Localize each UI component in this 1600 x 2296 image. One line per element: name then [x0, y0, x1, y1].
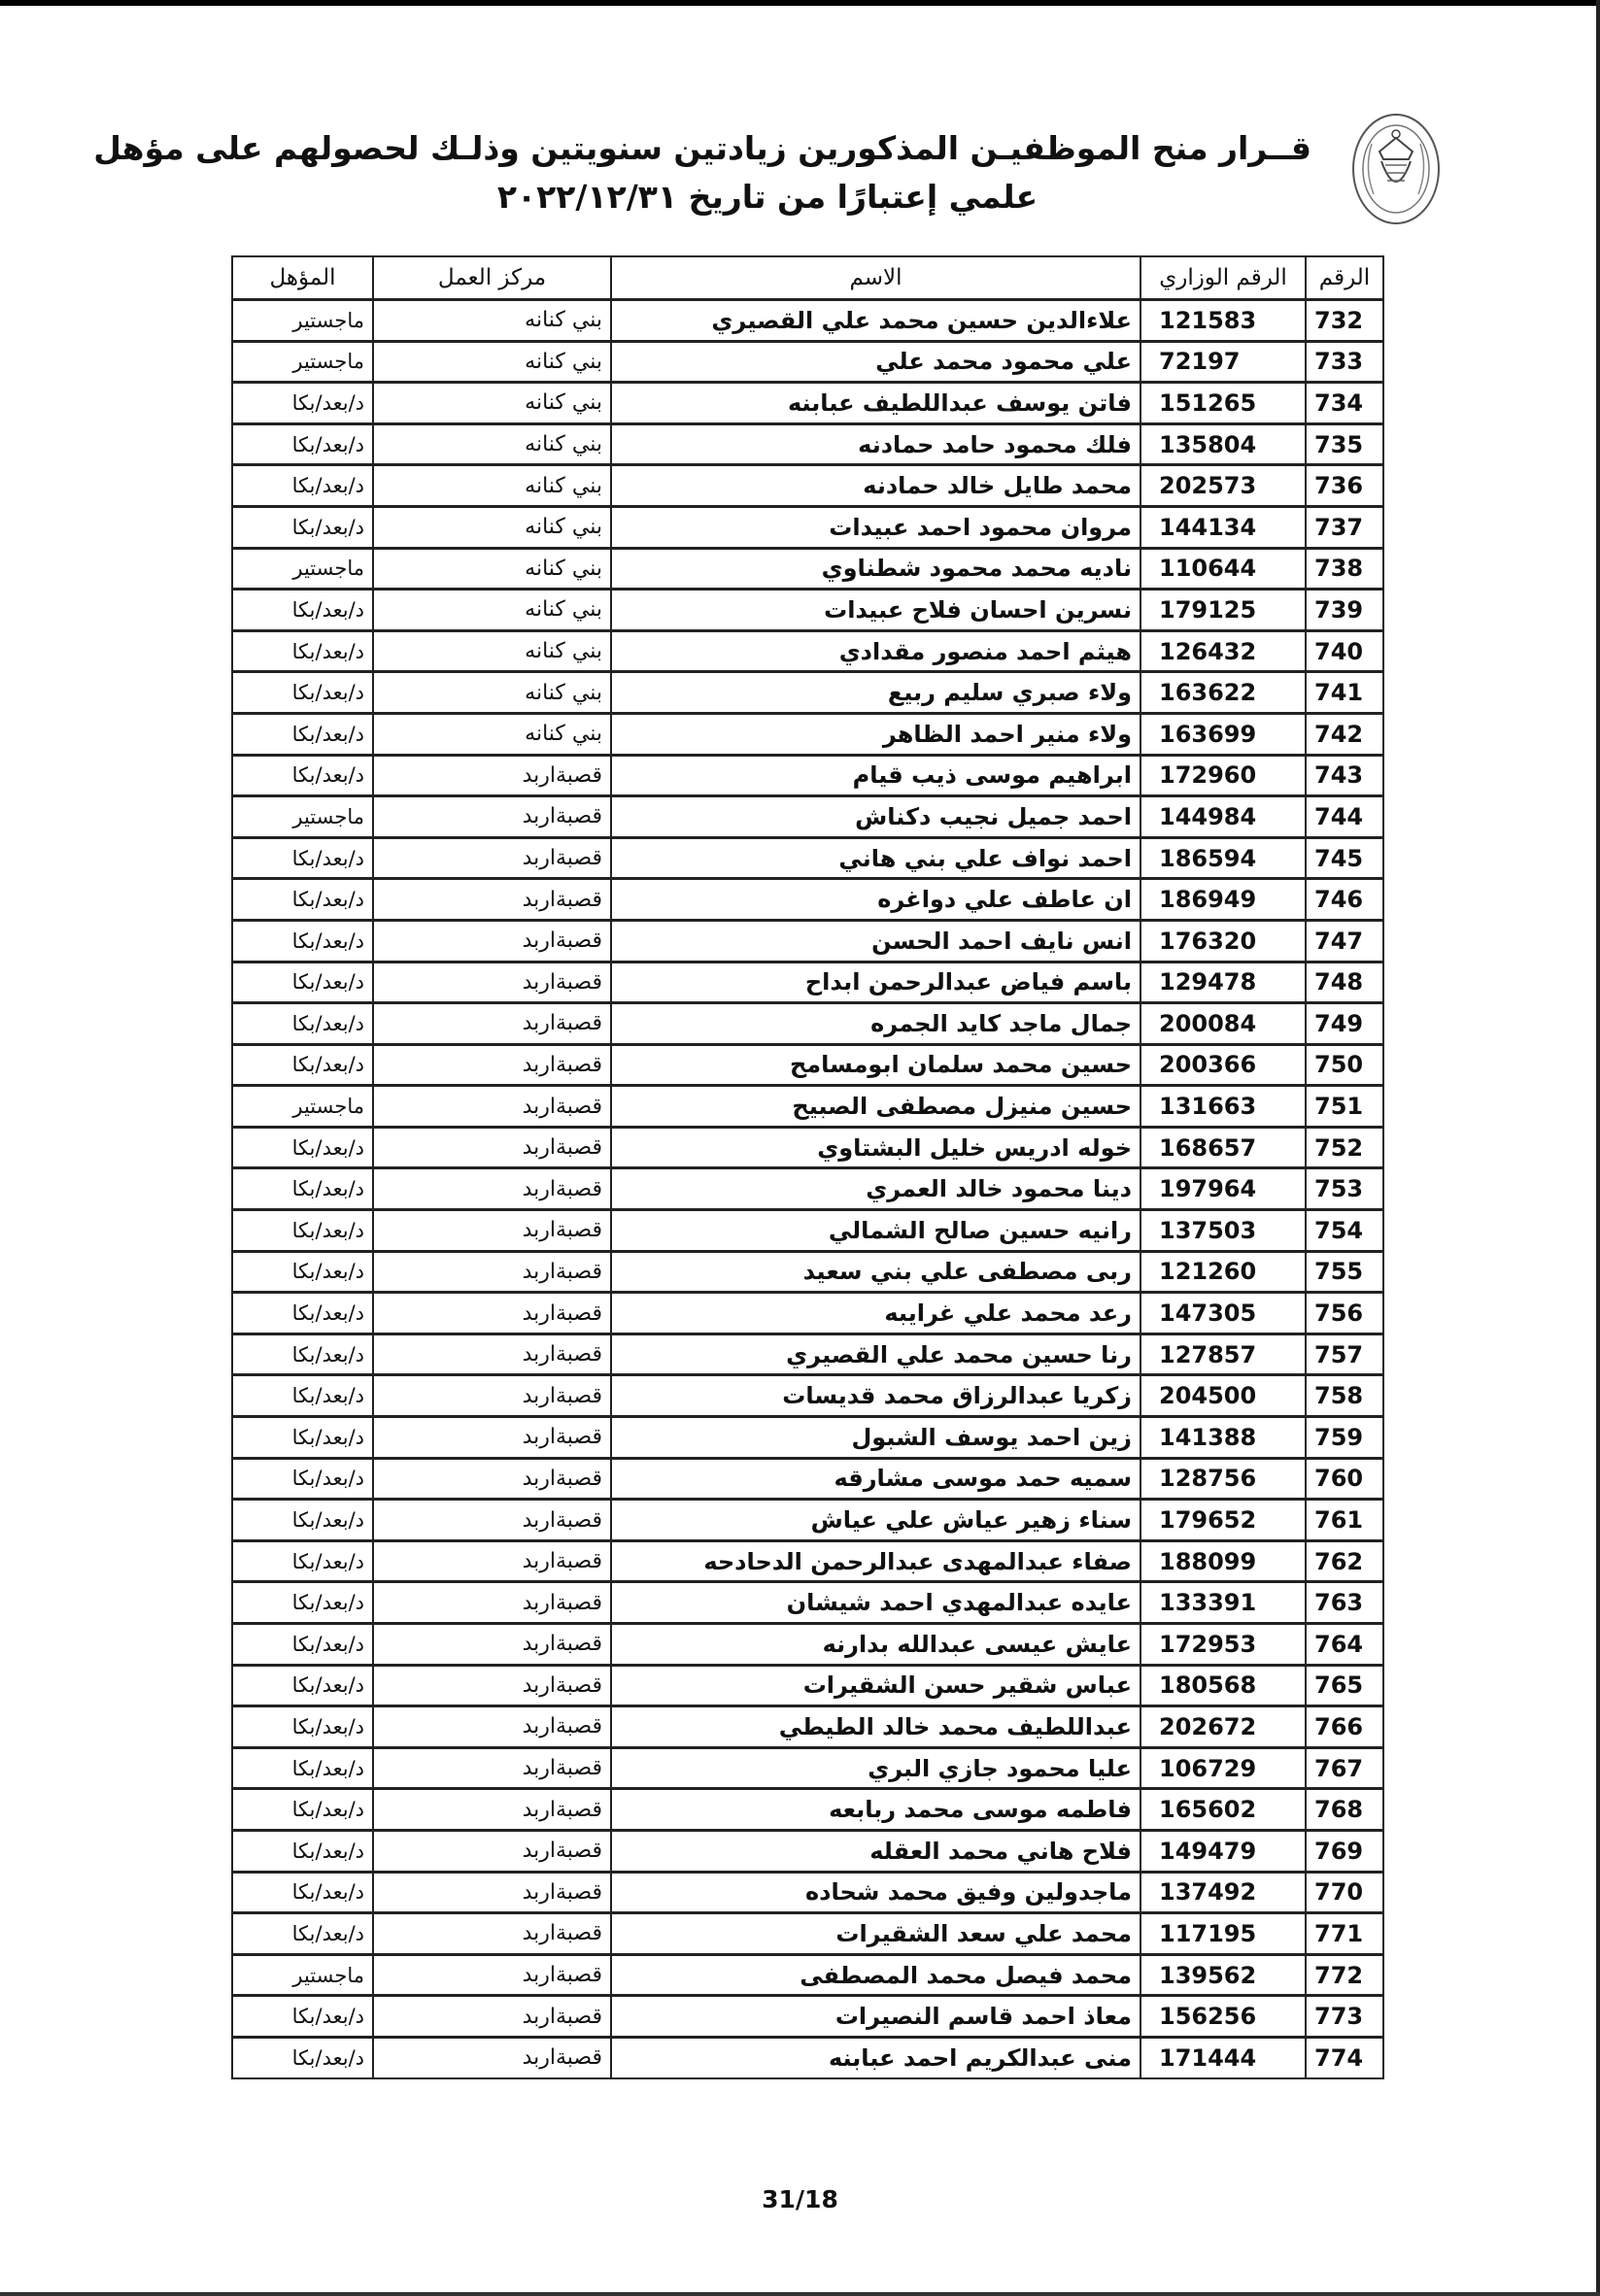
cell-number: 774: [1306, 2037, 1383, 2077]
cell-name: رعد محمد علي غرايبه: [611, 1293, 1140, 1334]
cell-qualification: د/بعد/بكا: [232, 1665, 373, 1706]
cell-ministry-number: 156256: [1140, 1996, 1306, 2038]
page-right-edge: [1596, 0, 1600, 2296]
cell-number: 753: [1306, 1168, 1383, 1210]
cell-work-center: قصبةاربد: [373, 1830, 611, 1872]
cell-name: سميه حمد موسى مشارقه: [611, 1458, 1140, 1500]
cell-number: 739: [1306, 590, 1383, 631]
table-row: [232, 1665, 1383, 1706]
cell-number: 767: [1306, 1747, 1383, 1789]
cell-number: 763: [1306, 1582, 1383, 1624]
cell-number: 757: [1306, 1334, 1383, 1375]
table-row: [232, 796, 1383, 838]
cell-ministry-number: 163699: [1140, 713, 1306, 755]
cell-number: 740: [1306, 630, 1383, 672]
cell-work-center: قصبةاربد: [373, 1168, 611, 1210]
cell-qualification: د/بعد/بكا: [232, 1830, 373, 1872]
cell-qualification: د/بعد/بكا: [232, 1747, 373, 1789]
cell-ministry-number: 121583: [1140, 300, 1306, 342]
cell-qualification: د/بعد/بكا: [232, 837, 373, 879]
cell-qualification: د/بعد/بكا: [232, 1334, 373, 1375]
table-row: [232, 962, 1383, 1003]
cell-number: 736: [1306, 465, 1383, 507]
cell-number: 755: [1306, 1251, 1383, 1293]
cell-number: 733: [1306, 341, 1383, 383]
ministry-emblem-icon: [1350, 105, 1443, 229]
title-line-2: علمي إعتبارًا من تاريخ ٢٠٢٢/١٢/٣١: [496, 178, 1038, 216]
header-qualification: المؤهل: [232, 256, 373, 300]
cell-name: دينا محمود خالد العمري: [611, 1168, 1140, 1210]
cell-qualification: د/بعد/بكا: [232, 755, 373, 796]
cell-number: 742: [1306, 713, 1383, 755]
header-number: الرقم: [1306, 256, 1383, 300]
cell-work-center: قصبةاربد: [373, 837, 611, 879]
employees-table: [231, 255, 1384, 2079]
cell-work-center: قصبةاربد: [373, 1582, 611, 1624]
cell-number: 765: [1306, 1665, 1383, 1706]
cell-number: 761: [1306, 1500, 1383, 1541]
cell-ministry-number: 171444: [1140, 2037, 1306, 2077]
cell-name: علاءالدين حسين محمد علي القصيري: [611, 300, 1140, 342]
cell-ministry-number: 188099: [1140, 1540, 1306, 1582]
table-row: [232, 1210, 1383, 1252]
table-row: [232, 1624, 1383, 1666]
cell-work-center: قصبةاربد: [373, 1872, 611, 1913]
cell-number: 738: [1306, 548, 1383, 590]
cell-ministry-number: 144984: [1140, 796, 1306, 838]
cell-name: باسم فياض عبدالرحمن ابداح: [611, 962, 1140, 1003]
cell-work-center: قصبةاربد: [373, 1044, 611, 1086]
table-row: [232, 1003, 1383, 1045]
cell-qualification: د/بعد/بكا: [232, 1003, 373, 1045]
cell-work-center: قصبةاربد: [373, 1540, 611, 1582]
table-row: [232, 920, 1383, 962]
cell-name: فلك محمود حامد حمادنه: [611, 423, 1140, 465]
cell-name: عبداللطيف محمد خالد الطيطي: [611, 1706, 1140, 1748]
table-row: [232, 548, 1383, 590]
cell-ministry-number: 72197: [1140, 341, 1306, 383]
cell-work-center: بني كنانه: [373, 672, 611, 714]
table-row: [232, 1334, 1383, 1375]
cell-qualification: ماجستير: [232, 300, 373, 342]
cell-qualification: ماجستير: [232, 1954, 373, 1996]
cell-work-center: بني كنانه: [373, 300, 611, 342]
cell-ministry-number: 121260: [1140, 1251, 1306, 1293]
cell-number: 759: [1306, 1417, 1383, 1459]
header-work-center: مركز العمل: [373, 256, 611, 300]
cell-work-center: قصبةاربد: [373, 1127, 611, 1168]
page-bottom-edge: [0, 2292, 1600, 2296]
cell-number: 762: [1306, 1540, 1383, 1582]
cell-number: 749: [1306, 1003, 1383, 1045]
cell-name: معاذ احمد قاسم النصيرات: [611, 1996, 1140, 2038]
cell-ministry-number: 139562: [1140, 1954, 1306, 1996]
cell-ministry-number: 179652: [1140, 1500, 1306, 1541]
table-row: [232, 590, 1383, 631]
cell-work-center: بني كنانه: [373, 506, 611, 548]
cell-name: فلاح هاني محمد العقله: [611, 1830, 1140, 1872]
cell-name: جمال ماجد كايد الجمره: [611, 1003, 1140, 1045]
cell-number: 756: [1306, 1293, 1383, 1334]
cell-name: ابراهيم موسى ذيب قيام: [611, 755, 1140, 796]
cell-work-center: بني كنانه: [373, 548, 611, 590]
cell-ministry-number: 110644: [1140, 548, 1306, 590]
table-row: [232, 1458, 1383, 1500]
cell-qualification: د/بعد/بكا: [232, 1210, 373, 1252]
cell-name: انس نايف احمد الحسن: [611, 920, 1140, 962]
cell-work-center: قصبةاربد: [373, 1996, 611, 2038]
cell-ministry-number: 131663: [1140, 1086, 1306, 1128]
cell-name: هيثم احمد منصور مقدادي: [611, 630, 1140, 672]
table-header-row: [232, 256, 1383, 300]
cell-name: سناء زهير عياش علي عياش: [611, 1500, 1140, 1541]
cell-qualification: د/بعد/بكا: [232, 630, 373, 672]
cell-number: 760: [1306, 1458, 1383, 1500]
cell-work-center: قصبةاربد: [373, 1954, 611, 1996]
table-row: [232, 755, 1383, 796]
table-row: [232, 1500, 1383, 1541]
cell-ministry-number: 163622: [1140, 672, 1306, 714]
cell-number: 747: [1306, 920, 1383, 962]
cell-ministry-number: 165602: [1140, 1789, 1306, 1831]
cell-ministry-number: 144134: [1140, 506, 1306, 548]
cell-qualification: د/بعد/بكا: [232, 1251, 373, 1293]
cell-name: مروان محمود احمد عبيدات: [611, 506, 1140, 548]
cell-qualification: د/بعد/بكا: [232, 590, 373, 631]
cell-work-center: قصبةاربد: [373, 755, 611, 796]
cell-work-center: بني كنانه: [373, 713, 611, 755]
cell-work-center: قصبةاربد: [373, 962, 611, 1003]
cell-number: 744: [1306, 796, 1383, 838]
cell-qualification: د/بعد/بكا: [232, 1913, 373, 1955]
cell-qualification: د/بعد/بكا: [232, 1500, 373, 1541]
table-row: [232, 1540, 1383, 1582]
table-row: [232, 1417, 1383, 1459]
cell-qualification: د/بعد/بكا: [232, 506, 373, 548]
cell-name: خوله ادريس خليل البشتاوي: [611, 1127, 1140, 1168]
cell-ministry-number: 133391: [1140, 1582, 1306, 1624]
title-line-1: قــرار منح الموظفيـن المذكورين زيادتين سنويتين وذلـك لحصولهم على مؤهل: [93, 129, 1311, 167]
cell-number: 750: [1306, 1044, 1383, 1086]
table-row: [232, 1251, 1383, 1293]
cell-ministry-number: 202573: [1140, 465, 1306, 507]
table-row: [232, 1375, 1383, 1417]
cell-name: ماجدولين وفيق محمد شحاده: [611, 1872, 1140, 1913]
cell-work-center: بني كنانه: [373, 383, 611, 424]
cell-number: 766: [1306, 1706, 1383, 1748]
cell-ministry-number: 180568: [1140, 1665, 1306, 1706]
cell-ministry-number: 168657: [1140, 1127, 1306, 1168]
cell-ministry-number: 137492: [1140, 1872, 1306, 1913]
cell-work-center: قصبةاربد: [373, 1003, 611, 1045]
cell-name: حسين محمد سلمان ابومسامح: [611, 1044, 1140, 1086]
table-row: [232, 1044, 1383, 1086]
cell-ministry-number: 128756: [1140, 1458, 1306, 1500]
cell-ministry-number: 135804: [1140, 423, 1306, 465]
cell-number: 769: [1306, 1830, 1383, 1872]
cell-qualification: د/بعد/بكا: [232, 1582, 373, 1624]
table-row: [232, 423, 1383, 465]
cell-name: نسرين احسان فلاح عبيدات: [611, 590, 1140, 631]
table-row: [232, 1168, 1383, 1210]
cell-name: فاتن يوسف عبداللطيف عبابنه: [611, 383, 1140, 424]
cell-name: احمد نواف علي بني هاني: [611, 837, 1140, 879]
cell-work-center: قصبةاربد: [373, 1789, 611, 1831]
cell-qualification: د/بعد/بكا: [232, 1706, 373, 1748]
cell-ministry-number: 200366: [1140, 1044, 1306, 1086]
cell-qualification: د/بعد/بكا: [232, 962, 373, 1003]
cell-qualification: د/بعد/بكا: [232, 920, 373, 962]
cell-ministry-number: 179125: [1140, 590, 1306, 631]
table-row: [232, 465, 1383, 507]
cell-work-center: قصبةاربد: [373, 1210, 611, 1252]
table-row: [232, 1789, 1383, 1831]
cell-work-center: قصبةاربد: [373, 1251, 611, 1293]
cell-number: 734: [1306, 383, 1383, 424]
cell-qualification: د/بعد/بكا: [232, 672, 373, 714]
table-row: [232, 1127, 1383, 1168]
cell-name: رنا حسين محمد علي القصيري: [611, 1334, 1140, 1375]
cell-name: رانيه حسين صالح الشمالي: [611, 1210, 1140, 1252]
cell-name: عباس شقير حسن الشقيرات: [611, 1665, 1140, 1706]
cell-work-center: قصبةاربد: [373, 796, 611, 838]
cell-ministry-number: 151265: [1140, 383, 1306, 424]
table-row: [232, 1582, 1383, 1624]
cell-qualification: د/بعد/بكا: [232, 383, 373, 424]
cell-name: عليا محمود جازي البري: [611, 1747, 1140, 1789]
cell-ministry-number: 176320: [1140, 920, 1306, 962]
header-ministry-number: الرقم الوزاري: [1140, 256, 1306, 300]
cell-work-center: قصبةاربد: [373, 1500, 611, 1541]
cell-ministry-number: 117195: [1140, 1913, 1306, 1955]
cell-qualification: د/بعد/بكا: [232, 465, 373, 507]
cell-work-center: قصبةاربد: [373, 1375, 611, 1417]
cell-name: احمد جميل نجيب دكناش: [611, 796, 1140, 838]
cell-ministry-number: 172953: [1140, 1624, 1306, 1666]
page-top-edge: [0, 0, 1600, 6]
cell-name: حسين منيزل مصطفى الصبيح: [611, 1086, 1140, 1128]
cell-qualification: د/بعد/بكا: [232, 1417, 373, 1459]
cell-qualification: ماجستير: [232, 548, 373, 590]
cell-number: 764: [1306, 1624, 1383, 1666]
cell-qualification: د/بعد/بكا: [232, 1168, 373, 1210]
cell-work-center: قصبةاربد: [373, 1665, 611, 1706]
table-row: [232, 1830, 1383, 1872]
table-row: [232, 1747, 1383, 1789]
cell-name: صفاء عبدالمهدى عبدالرحمن الدحادحه: [611, 1540, 1140, 1582]
cell-number: 745: [1306, 837, 1383, 879]
cell-name: ناديه محمد محمود شطناوي: [611, 548, 1140, 590]
cell-ministry-number: 129478: [1140, 962, 1306, 1003]
cell-name: منى عبدالكريم احمد عبابنه: [611, 2037, 1140, 2077]
cell-work-center: بني كنانه: [373, 423, 611, 465]
cell-ministry-number: 147305: [1140, 1293, 1306, 1334]
table-row: [232, 2037, 1383, 2077]
table-row: [232, 300, 1383, 342]
cell-number: 771: [1306, 1913, 1383, 1955]
table-row: [232, 1706, 1383, 1748]
cell-qualification: د/بعد/بكا: [232, 1375, 373, 1417]
cell-number: 746: [1306, 879, 1383, 921]
cell-name: محمد طايل خالد حمادنه: [611, 465, 1140, 507]
cell-qualification: د/بعد/بكا: [232, 1540, 373, 1582]
cell-number: 748: [1306, 962, 1383, 1003]
cell-qualification: د/بعد/بكا: [232, 879, 373, 921]
cell-work-center: بني كنانه: [373, 341, 611, 383]
cell-work-center: قصبةاربد: [373, 1706, 611, 1748]
cell-name: عايش عيسى عبدالله بدارنه: [611, 1624, 1140, 1666]
cell-name: محمد فيصل محمد المصطفى: [611, 1954, 1140, 1996]
table-row: [232, 837, 1383, 879]
cell-qualification: ماجستير: [232, 796, 373, 838]
cell-qualification: د/بعد/بكا: [232, 423, 373, 465]
cell-number: 772: [1306, 1954, 1383, 1996]
cell-work-center: قصبةاربد: [373, 2037, 611, 2077]
cell-name: زكريا عبدالرزاق محمد قديسات: [611, 1375, 1140, 1417]
table-row: [232, 1293, 1383, 1334]
cell-number: 751: [1306, 1086, 1383, 1128]
cell-number: 743: [1306, 755, 1383, 796]
cell-work-center: قصبةاربد: [373, 879, 611, 921]
table-row: [232, 713, 1383, 755]
cell-qualification: د/بعد/بكا: [232, 713, 373, 755]
cell-ministry-number: 186594: [1140, 837, 1306, 879]
cell-work-center: بني كنانه: [373, 590, 611, 631]
cell-name: عايده عبدالمهدي احمد شيشان: [611, 1582, 1140, 1624]
cell-work-center: قصبةاربد: [373, 1747, 611, 1789]
cell-qualification: د/بعد/بكا: [232, 1458, 373, 1500]
table-row: [232, 1996, 1383, 2038]
cell-ministry-number: 204500: [1140, 1375, 1306, 1417]
page-number: 31/18: [762, 2185, 838, 2213]
table-row: [232, 879, 1383, 921]
cell-qualification: د/بعد/بكا: [232, 2037, 373, 2077]
cell-ministry-number: 197964: [1140, 1168, 1306, 1210]
cell-ministry-number: 106729: [1140, 1747, 1306, 1789]
cell-work-center: قصبةاربد: [373, 1086, 611, 1128]
cell-qualification: د/بعد/بكا: [232, 1044, 373, 1086]
cell-ministry-number: 137503: [1140, 1210, 1306, 1252]
document-title: [93, 124, 1311, 221]
cell-name: ولاء منير احمد الظاهر: [611, 713, 1140, 755]
cell-ministry-number: 149479: [1140, 1830, 1306, 1872]
cell-number: 754: [1306, 1210, 1383, 1252]
table-row: [232, 630, 1383, 672]
cell-qualification: د/بعد/بكا: [232, 1872, 373, 1913]
cell-name: ولاء صبري سليم ربيع: [611, 672, 1140, 714]
header-name: الاسم: [611, 256, 1140, 300]
cell-name: فاطمه موسى محمد ربابعه: [611, 1789, 1140, 1831]
cell-ministry-number: 200084: [1140, 1003, 1306, 1045]
cell-number: 741: [1306, 672, 1383, 714]
table-row: [232, 1872, 1383, 1913]
table-row: [232, 1913, 1383, 1955]
table-row: [232, 1086, 1383, 1128]
cell-name: علي محمود محمد علي: [611, 341, 1140, 383]
cell-number: 770: [1306, 1872, 1383, 1913]
cell-qualification: ماجستير: [232, 341, 373, 383]
cell-work-center: قصبةاربد: [373, 1293, 611, 1334]
cell-qualification: د/بعد/بكا: [232, 1624, 373, 1666]
cell-name: محمد علي سعد الشقيرات: [611, 1913, 1140, 1955]
cell-ministry-number: 172960: [1140, 755, 1306, 796]
cell-work-center: قصبةاربد: [373, 1913, 611, 1955]
cell-number: 735: [1306, 423, 1383, 465]
table-row: [232, 383, 1383, 424]
cell-ministry-number: 202672: [1140, 1706, 1306, 1748]
cell-work-center: قصبةاربد: [373, 1624, 611, 1666]
cell-number: 773: [1306, 1996, 1383, 2038]
cell-qualification: ماجستير: [232, 1086, 373, 1128]
cell-work-center: بني كنانه: [373, 465, 611, 507]
cell-qualification: د/بعد/بكا: [232, 1789, 373, 1831]
table-row: [232, 506, 1383, 548]
table-row: [232, 341, 1383, 383]
cell-qualification: د/بعد/بكا: [232, 1127, 373, 1168]
cell-number: 732: [1306, 300, 1383, 342]
cell-number: 737: [1306, 506, 1383, 548]
cell-ministry-number: 186949: [1140, 879, 1306, 921]
cell-name: زين احمد يوسف الشبول: [611, 1417, 1140, 1459]
cell-work-center: قصبةاربد: [373, 920, 611, 962]
cell-number: 768: [1306, 1789, 1383, 1831]
cell-ministry-number: 126432: [1140, 630, 1306, 672]
cell-work-center: قصبةاربد: [373, 1417, 611, 1459]
table-row: [232, 672, 1383, 714]
cell-qualification: د/بعد/بكا: [232, 1996, 373, 2038]
cell-work-center: قصبةاربد: [373, 1458, 611, 1500]
cell-number: 752: [1306, 1127, 1383, 1168]
cell-number: 758: [1306, 1375, 1383, 1417]
cell-name: ان عاطف علي دواغره: [611, 879, 1140, 921]
cell-work-center: قصبةاربد: [373, 1334, 611, 1375]
cell-name: ربى مصطفى علي بني سعيد: [611, 1251, 1140, 1293]
cell-ministry-number: 141388: [1140, 1417, 1306, 1459]
cell-work-center: بني كنانه: [373, 630, 611, 672]
table-row: [232, 1954, 1383, 1996]
cell-qualification: د/بعد/بكا: [232, 1293, 373, 1334]
cell-ministry-number: 127857: [1140, 1334, 1306, 1375]
